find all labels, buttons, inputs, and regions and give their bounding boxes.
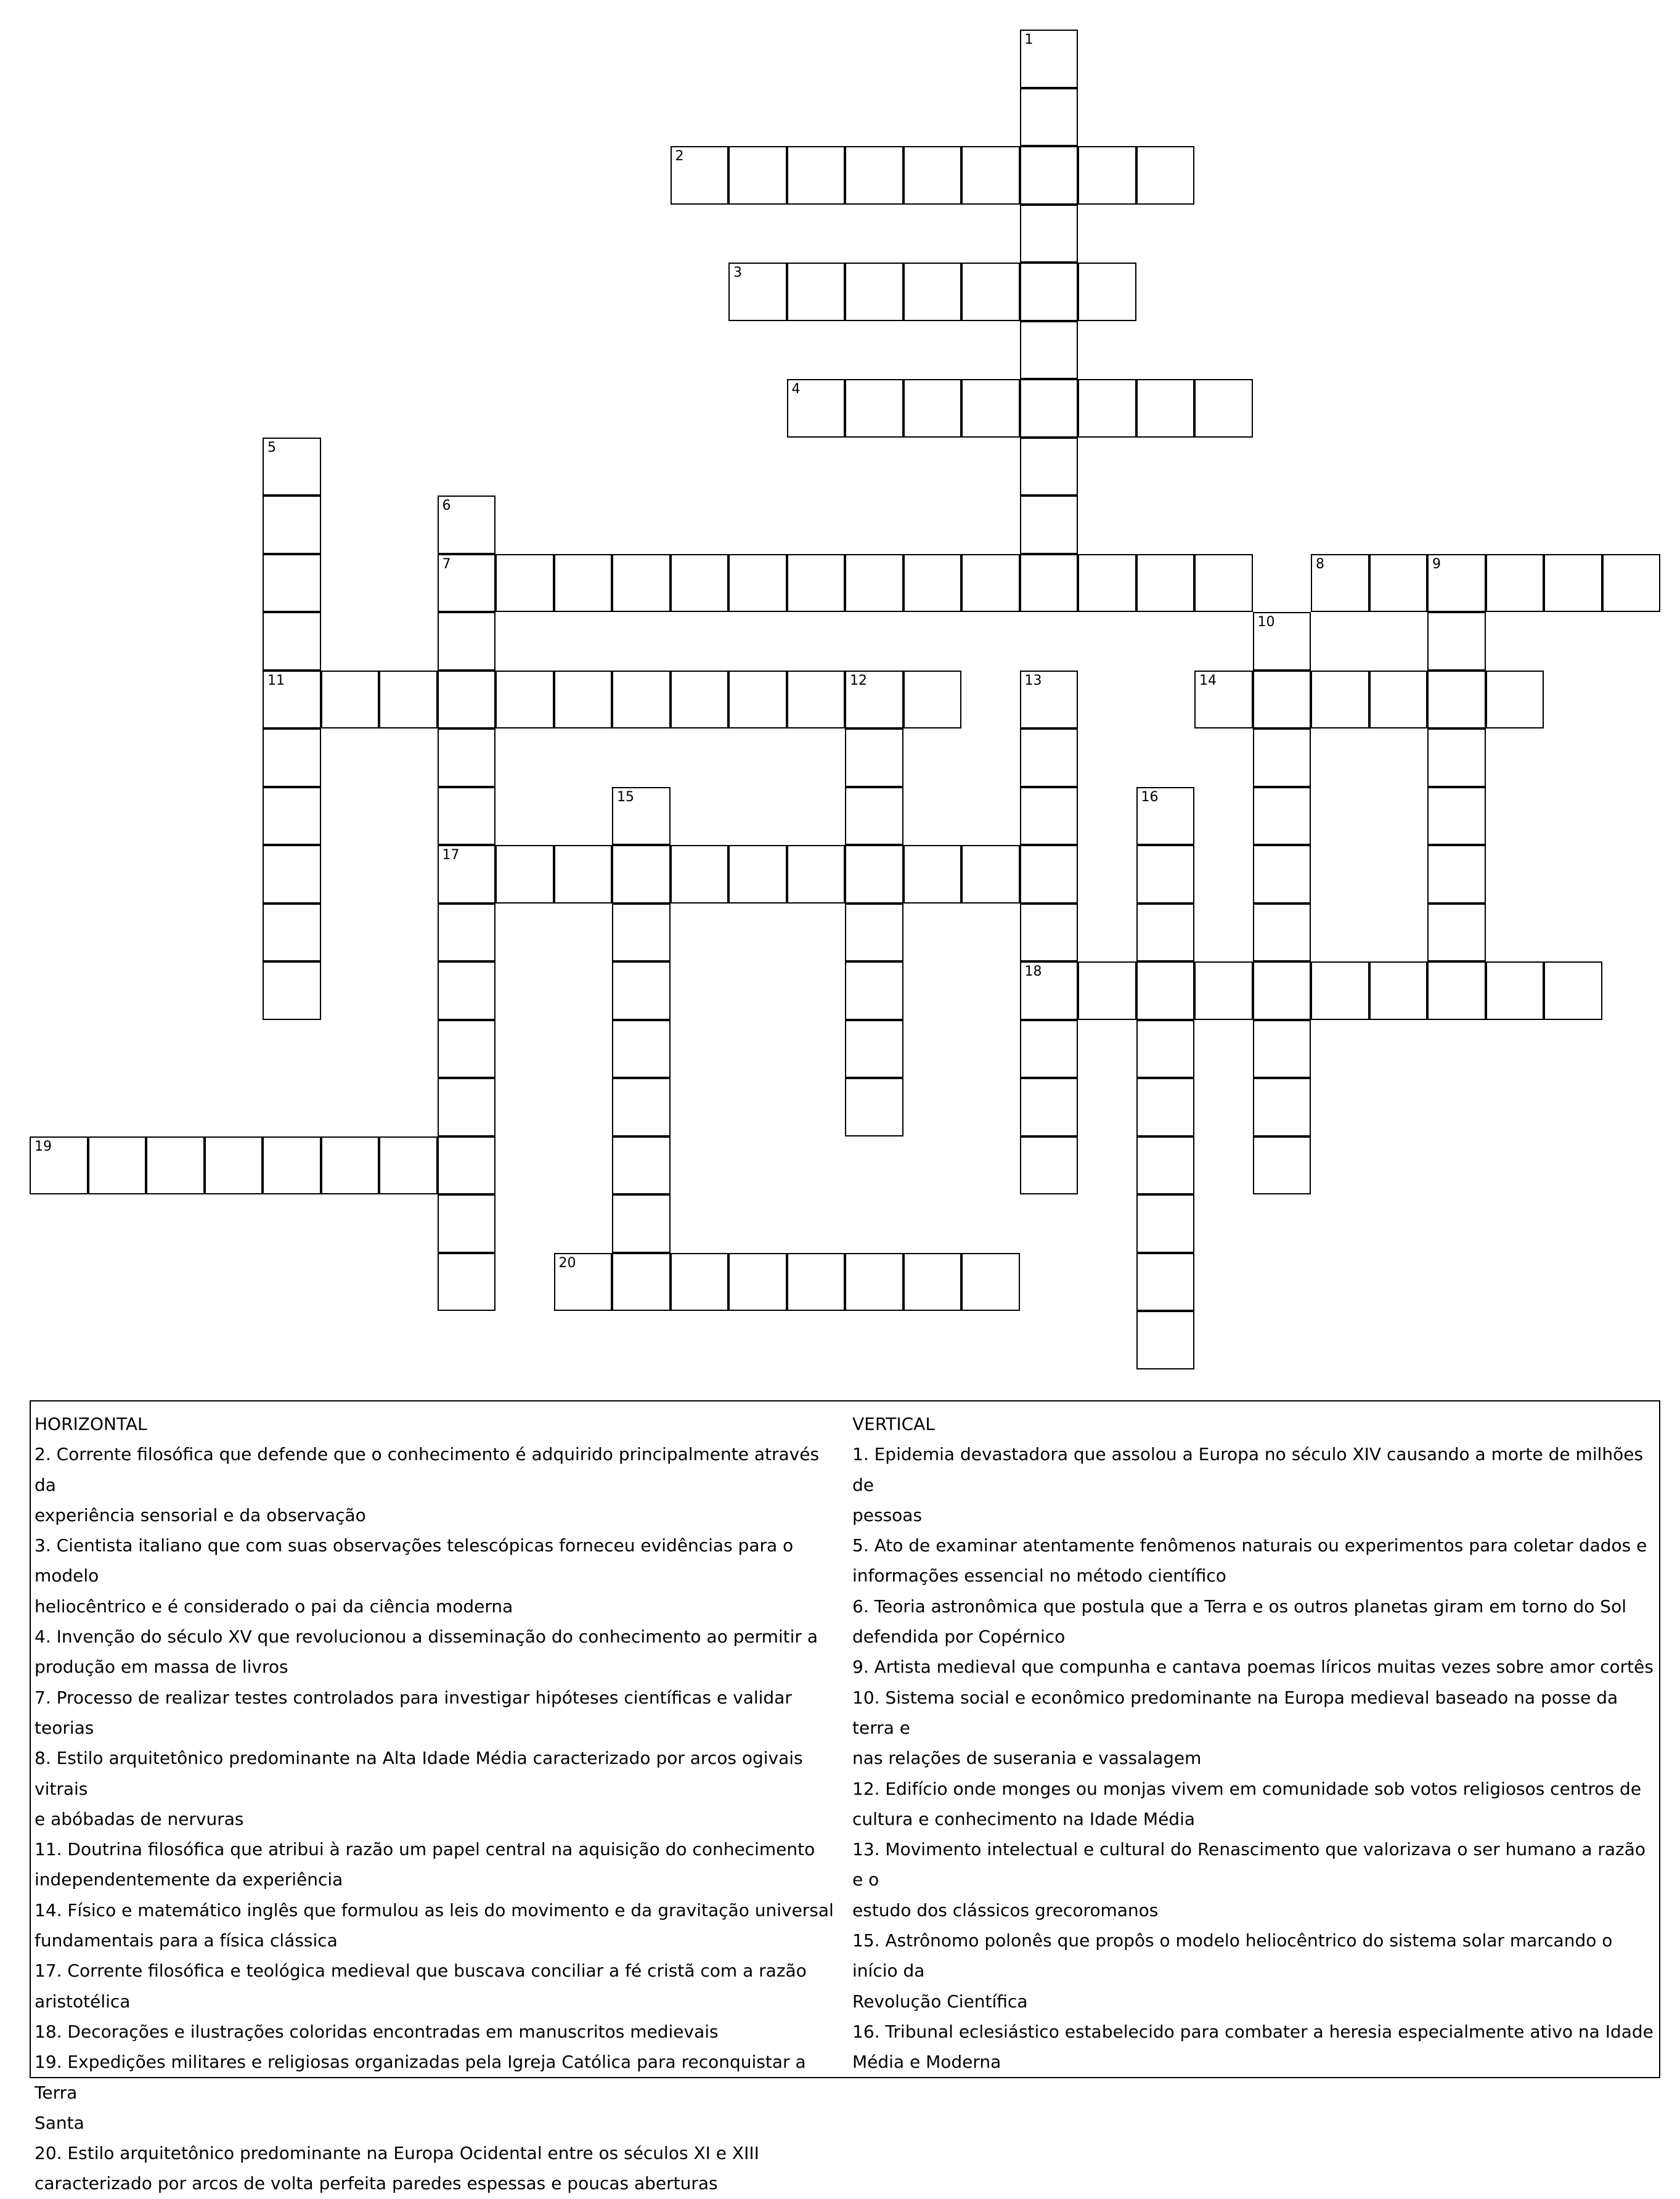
down-clue-line: pessoas bbox=[852, 1504, 923, 1525]
grid-cell[interactable] bbox=[1253, 1078, 1311, 1136]
grid-cell[interactable] bbox=[438, 728, 496, 787]
grid-cell[interactable] bbox=[438, 1136, 496, 1195]
grid-cell[interactable] bbox=[554, 671, 613, 729]
down-clue-line: 1. Epidemia devastadora que assolou a Europa no século XIV causando a morte de milhões de bbox=[852, 1444, 1644, 1495]
grid-cell[interactable] bbox=[1078, 379, 1136, 438]
grid-cell[interactable] bbox=[1311, 554, 1369, 613]
grid-cell[interactable] bbox=[263, 438, 321, 496]
clue-number: 2 bbox=[675, 149, 684, 164]
grid-cell[interactable] bbox=[845, 554, 903, 613]
grid-cell[interactable] bbox=[554, 554, 613, 613]
down-clue-line: 5. Ato de examinar atentamente fenômenos naturais ou experimentos para coletar dados e bbox=[852, 1535, 1647, 1556]
grid-cell[interactable] bbox=[845, 671, 903, 729]
grid-cell[interactable] bbox=[438, 845, 496, 904]
grid-cell[interactable] bbox=[438, 787, 496, 846]
grid-cell[interactable] bbox=[1020, 1078, 1079, 1136]
grid-cell[interactable] bbox=[438, 1194, 496, 1253]
grid-cell[interactable] bbox=[612, 1253, 671, 1312]
grid-cell[interactable] bbox=[671, 671, 729, 729]
across-clue-line: 8. Estilo arquitetônico predominante na Alta Idade Média caracterizado por arcos ogivais vitrais bbox=[35, 1748, 803, 1799]
down-clue-line: 16. Tribunal eclesiástico estabelecido para combater a heresia especialmente ativo na Idade bbox=[852, 2021, 1653, 2042]
grid-cell[interactable] bbox=[1369, 671, 1428, 729]
grid-cell[interactable] bbox=[1486, 671, 1544, 729]
grid-cell[interactable] bbox=[961, 845, 1020, 904]
grid-cell[interactable] bbox=[263, 904, 321, 962]
clue-number: 3 bbox=[733, 265, 742, 280]
clue-number: 1 bbox=[1024, 32, 1034, 47]
grid-cell[interactable] bbox=[1427, 961, 1486, 1020]
grid-cell[interactable] bbox=[1427, 845, 1486, 904]
grid-cell[interactable] bbox=[728, 1253, 787, 1312]
grid-cell[interactable] bbox=[1253, 671, 1311, 729]
clue-number: 18 bbox=[1024, 964, 1042, 979]
grid-cell[interactable] bbox=[30, 1136, 88, 1195]
across-clue-line: heliocêntrico e é considerado o pai da ciência moderna bbox=[35, 1596, 513, 1617]
clue-number: 10 bbox=[1257, 614, 1275, 630]
grid-cell[interactable] bbox=[845, 1253, 903, 1312]
grid-cell[interactable] bbox=[1136, 1078, 1195, 1136]
clue-number: 14 bbox=[1199, 672, 1217, 688]
down-clue-line: 6. Teoria astronômica que postula que a Terra e os outros planetas giram em torno do Sol bbox=[852, 1596, 1626, 1617]
grid-cell[interactable] bbox=[1136, 554, 1195, 613]
grid-cell[interactable] bbox=[1020, 554, 1079, 613]
grid-cell[interactable] bbox=[438, 612, 496, 671]
grid-cell[interactable] bbox=[1427, 904, 1486, 962]
down-clue-line: 13. Movimento intelectual e cultural do Renascimento que valorizava o ser humano a razão e o bbox=[852, 1839, 1646, 1890]
grid-cell[interactable] bbox=[1253, 961, 1311, 1020]
grid-cell[interactable] bbox=[728, 554, 787, 613]
grid-cell[interactable] bbox=[438, 1253, 496, 1312]
grid-cell[interactable] bbox=[1020, 321, 1079, 380]
grid-cell[interactable] bbox=[438, 554, 496, 613]
across-clue-line: caracterizado por arcos de volta perfeita paredes espessas e poucas aberturas bbox=[35, 2173, 718, 2194]
clue-panel bbox=[30, 1400, 1660, 2194]
grid-cell[interactable] bbox=[263, 845, 321, 904]
grid-cell[interactable] bbox=[671, 146, 729, 205]
grid-cell[interactable] bbox=[671, 554, 729, 613]
grid-cell[interactable] bbox=[263, 496, 321, 554]
grid-cell[interactable] bbox=[1020, 263, 1079, 321]
grid-cell[interactable] bbox=[495, 845, 554, 904]
grid-cell[interactable] bbox=[961, 379, 1020, 438]
grid-cell[interactable] bbox=[1369, 554, 1428, 613]
grid-cell[interactable] bbox=[205, 1136, 263, 1195]
grid-cell[interactable] bbox=[263, 671, 321, 729]
down-clue-line: 15. Astrônomo polonês que propôs o modelo heliocêntrico do sistema solar marcando o início da bbox=[852, 1930, 1613, 1981]
grid-cell[interactable] bbox=[845, 961, 903, 1020]
grid-cell[interactable] bbox=[495, 554, 554, 613]
down-clue-line: Média e Moderna bbox=[852, 2052, 1001, 2073]
grid-cell[interactable] bbox=[1427, 612, 1486, 671]
grid-cell[interactable] bbox=[263, 728, 321, 787]
grid-cell[interactable] bbox=[1020, 379, 1079, 438]
clue-number: 8 bbox=[1316, 556, 1324, 572]
grid-cell[interactable] bbox=[671, 1253, 729, 1312]
across-clue-line: 14. Físico e matemático inglês que formulou as leis do movimento e da gravitação universal bbox=[35, 1899, 834, 1920]
clue-number: 11 bbox=[267, 672, 285, 688]
grid-cell[interactable] bbox=[903, 146, 962, 205]
grid-cell[interactable] bbox=[1602, 554, 1661, 613]
clue-number: 13 bbox=[1024, 672, 1042, 688]
grid-cell[interactable] bbox=[961, 146, 1020, 205]
grid-cell[interactable] bbox=[1253, 904, 1311, 962]
grid-cell[interactable] bbox=[1311, 671, 1369, 729]
grid-cell[interactable] bbox=[612, 1020, 671, 1079]
grid-cell[interactable] bbox=[263, 554, 321, 613]
grid-cell[interactable] bbox=[1253, 1020, 1311, 1079]
grid-cell[interactable] bbox=[1020, 787, 1079, 846]
grid-cell[interactable] bbox=[728, 845, 787, 904]
across-clues-column bbox=[35, 1409, 842, 2199]
across-clue-line: 19. Expedições militares e religiosas organizadas pela Igreja Católica para reconquistar a Terra bbox=[35, 2052, 806, 2103]
grid-cell[interactable] bbox=[1020, 845, 1079, 904]
down-clue-line: 12. Edifício onde monges ou monjas vivem em comunidade sob votos religiosos centros de bbox=[852, 1778, 1642, 1799]
grid-cell[interactable] bbox=[845, 787, 903, 846]
grid-cell[interactable] bbox=[612, 961, 671, 1020]
grid-cell[interactable] bbox=[1136, 146, 1195, 205]
grid-cell[interactable] bbox=[1544, 554, 1602, 613]
across-heading: HORIZONTAL bbox=[35, 1414, 147, 1434]
clue-number: 4 bbox=[791, 381, 801, 397]
grid-cell[interactable] bbox=[1020, 205, 1079, 263]
clue-number: 15 bbox=[617, 789, 634, 805]
down-clue-line: 9. Artista medieval que compunha e cantava poemas líricos muitas vezes sobre amor cortês bbox=[852, 1657, 1653, 1678]
grid-cell[interactable] bbox=[263, 1136, 321, 1195]
grid-cell[interactable] bbox=[1020, 961, 1079, 1020]
grid-cell[interactable] bbox=[1020, 1020, 1079, 1079]
grid-cell[interactable] bbox=[903, 845, 962, 904]
grid-cell[interactable] bbox=[612, 1078, 671, 1136]
down-clue-line: Revolução Científica bbox=[852, 1991, 1028, 2012]
grid-cell[interactable] bbox=[438, 961, 496, 1020]
grid-cell[interactable] bbox=[1078, 263, 1136, 321]
grid-cell[interactable] bbox=[1136, 1020, 1195, 1079]
across-clue-line: 18. Decorações e ilustrações coloridas encontradas em manuscritos medievais bbox=[35, 2021, 719, 2042]
grid-cell[interactable] bbox=[438, 496, 496, 554]
grid-cell[interactable] bbox=[146, 1136, 205, 1195]
clue-number: 9 bbox=[1432, 556, 1441, 572]
grid-cell[interactable] bbox=[1427, 787, 1486, 846]
across-clue-line: e abóbadas de nervuras bbox=[35, 1808, 244, 1829]
grid-cell[interactable] bbox=[961, 263, 1020, 321]
grid-cell[interactable] bbox=[495, 671, 554, 729]
grid-cell[interactable] bbox=[554, 845, 613, 904]
grid-cell[interactable] bbox=[1020, 146, 1079, 205]
grid-cell[interactable] bbox=[903, 671, 962, 729]
across-clue-line: aristotélica bbox=[35, 1991, 131, 2012]
clue-number: 12 bbox=[850, 672, 867, 688]
grid-cell[interactable] bbox=[903, 1253, 962, 1312]
grid-cell[interactable] bbox=[1194, 671, 1253, 729]
grid-cell[interactable] bbox=[1136, 1311, 1195, 1369]
grid-cell[interactable] bbox=[728, 263, 787, 321]
grid-cell[interactable] bbox=[787, 1253, 846, 1312]
clue-number: 16 bbox=[1141, 789, 1159, 805]
down-clue-line: cultura e conhecimento na Idade Média bbox=[852, 1808, 1196, 1829]
clue-number: 17 bbox=[442, 847, 460, 863]
grid-cell[interactable] bbox=[1427, 728, 1486, 787]
grid-cell[interactable] bbox=[612, 904, 671, 962]
grid-cell[interactable] bbox=[1427, 554, 1486, 613]
grid-cell[interactable] bbox=[845, 845, 903, 904]
grid-cell[interactable] bbox=[438, 1020, 496, 1079]
grid-cell[interactable] bbox=[1136, 1194, 1195, 1253]
grid-cell[interactable] bbox=[1253, 787, 1311, 846]
clue-number: 20 bbox=[558, 1255, 576, 1271]
clue-number: 6 bbox=[442, 498, 451, 513]
grid-cell[interactable] bbox=[1136, 961, 1195, 1020]
grid-cell[interactable] bbox=[728, 146, 787, 205]
across-clue-line: 4. Invenção do século XV que revolucionou a disseminação do conhecimento ao permitir a bbox=[35, 1626, 818, 1647]
grid-cell[interactable] bbox=[845, 263, 903, 321]
grid-cell[interactable] bbox=[612, 1194, 671, 1253]
across-clue-line: 2. Corrente filosófica que defende que o conhecimento é adquirido principalmente através da bbox=[35, 1444, 820, 1495]
grid-cell[interactable] bbox=[1136, 845, 1195, 904]
grid-cell[interactable] bbox=[1020, 438, 1079, 496]
grid-cell[interactable] bbox=[787, 146, 846, 205]
grid-cell[interactable] bbox=[88, 1136, 147, 1195]
grid-cell[interactable] bbox=[612, 1136, 671, 1195]
grid-cell[interactable] bbox=[1136, 787, 1195, 846]
grid-cell[interactable] bbox=[263, 961, 321, 1020]
grid-cell[interactable] bbox=[438, 904, 496, 962]
grid-cell[interactable] bbox=[1020, 88, 1079, 147]
down-clue-line: defendida por Copérnico bbox=[852, 1626, 1066, 1647]
grid-cell[interactable] bbox=[903, 263, 962, 321]
grid-cell[interactable] bbox=[1136, 904, 1195, 962]
grid-cell[interactable] bbox=[845, 146, 903, 205]
grid-cell[interactable] bbox=[903, 379, 962, 438]
grid-cell[interactable] bbox=[1136, 1136, 1195, 1195]
grid-cell[interactable] bbox=[1078, 961, 1136, 1020]
across-clue-line: fundamentais para a física clássica bbox=[35, 1930, 338, 1951]
grid-cell[interactable] bbox=[1253, 612, 1311, 671]
across-clue-line: experiência sensorial e da observação bbox=[35, 1504, 366, 1525]
across-clue-line: 7. Processo de realizar testes controlados para investigar hipóteses científicas e validar teorias bbox=[35, 1687, 792, 1738]
down-clue-line: estudo dos clássicos grecoromanos bbox=[852, 1899, 1159, 1920]
grid-cell[interactable] bbox=[263, 787, 321, 846]
down-clue-line: 10. Sistema social e econômico predominante na Europa medieval baseado na posse da terra e bbox=[852, 1687, 1618, 1738]
grid-cell[interactable] bbox=[612, 554, 671, 613]
grid-cell[interactable] bbox=[1078, 146, 1136, 205]
across-clue-line: independentemente da experiência bbox=[35, 1869, 343, 1890]
grid-cell[interactable] bbox=[1136, 379, 1195, 438]
grid-cell[interactable] bbox=[1194, 961, 1253, 1020]
grid-cell[interactable] bbox=[1136, 1253, 1195, 1312]
grid-cell[interactable] bbox=[845, 379, 903, 438]
across-clue-line: 17. Corrente filosófica e teológica medieval que buscava conciliar a fé cristã com a razão bbox=[35, 1960, 807, 1981]
grid-cell[interactable] bbox=[845, 904, 903, 962]
across-clue-line: 20. Estilo arquitetônico predominante na Europa Ocidental entre os séculos XI e XIII bbox=[35, 2143, 759, 2164]
clue-number: 7 bbox=[442, 556, 451, 572]
grid-cell[interactable] bbox=[438, 1078, 496, 1136]
grid-cell[interactable] bbox=[1020, 30, 1079, 88]
grid-cell[interactable] bbox=[612, 845, 671, 904]
grid-cell[interactable] bbox=[961, 554, 1020, 613]
grid-cell[interactable] bbox=[612, 787, 671, 846]
grid-cell[interactable] bbox=[1020, 904, 1079, 962]
grid-cell[interactable] bbox=[1020, 728, 1079, 787]
grid-cell[interactable] bbox=[1486, 554, 1544, 613]
clue-number: 19 bbox=[35, 1138, 52, 1154]
down-clue-line: nas relações de suserania e vassalagem bbox=[852, 1748, 1202, 1769]
down-heading: VERTICAL bbox=[852, 1414, 935, 1434]
grid-cell[interactable] bbox=[1194, 554, 1253, 613]
grid-cell[interactable] bbox=[1253, 1136, 1311, 1195]
grid-cell[interactable] bbox=[787, 263, 846, 321]
grid-cell[interactable] bbox=[787, 379, 846, 438]
grid-cell[interactable] bbox=[1369, 961, 1428, 1020]
grid-cell[interactable] bbox=[1020, 1136, 1079, 1195]
grid-cell[interactable] bbox=[903, 554, 962, 613]
grid-cell[interactable] bbox=[787, 671, 846, 729]
grid-cell[interactable] bbox=[961, 1253, 1020, 1312]
across-clue-line: produção em massa de livros bbox=[35, 1657, 288, 1678]
grid-cell[interactable] bbox=[438, 671, 496, 729]
across-clue-line: 3. Cientista italiano que com suas observações telescópicas forneceu evidências para o modelo bbox=[35, 1535, 794, 1586]
grid-cell[interactable] bbox=[379, 1136, 438, 1195]
grid-cell[interactable] bbox=[321, 1136, 380, 1195]
down-clue-line: informações essencial no método científico bbox=[852, 1565, 1226, 1586]
down-clues-column bbox=[852, 1409, 1653, 2078]
grid-cell[interactable] bbox=[728, 671, 787, 729]
grid-cell[interactable] bbox=[787, 554, 846, 613]
across-clue-line: 11. Doutrina filosófica que atribui à razão um papel central na aquisição do conhecimento bbox=[35, 1839, 815, 1860]
grid-cell[interactable] bbox=[1311, 961, 1369, 1020]
grid-cell[interactable] bbox=[845, 1078, 903, 1136]
grid-cell[interactable] bbox=[379, 671, 438, 729]
grid-cell[interactable] bbox=[671, 845, 729, 904]
grid-cell[interactable] bbox=[1078, 554, 1136, 613]
grid-cell[interactable] bbox=[845, 1020, 903, 1079]
grid-cell[interactable] bbox=[263, 612, 321, 671]
grid-cell[interactable] bbox=[554, 1253, 613, 1312]
grid-cell[interactable] bbox=[787, 845, 846, 904]
grid-cell[interactable] bbox=[1194, 379, 1253, 438]
grid-cell[interactable] bbox=[1253, 728, 1311, 787]
grid-cell[interactable] bbox=[1427, 671, 1486, 729]
across-clue-line: Santa bbox=[35, 2112, 84, 2133]
grid-cell[interactable] bbox=[1544, 961, 1602, 1020]
grid-cell[interactable] bbox=[612, 671, 671, 729]
grid-cell[interactable] bbox=[321, 671, 380, 729]
grid-cell[interactable] bbox=[1486, 961, 1544, 1020]
grid-cell[interactable] bbox=[1020, 496, 1079, 554]
grid-cell[interactable] bbox=[1020, 671, 1079, 729]
clue-number: 5 bbox=[267, 439, 276, 455]
grid-cell[interactable] bbox=[1253, 845, 1311, 904]
grid-cell[interactable] bbox=[845, 728, 903, 787]
